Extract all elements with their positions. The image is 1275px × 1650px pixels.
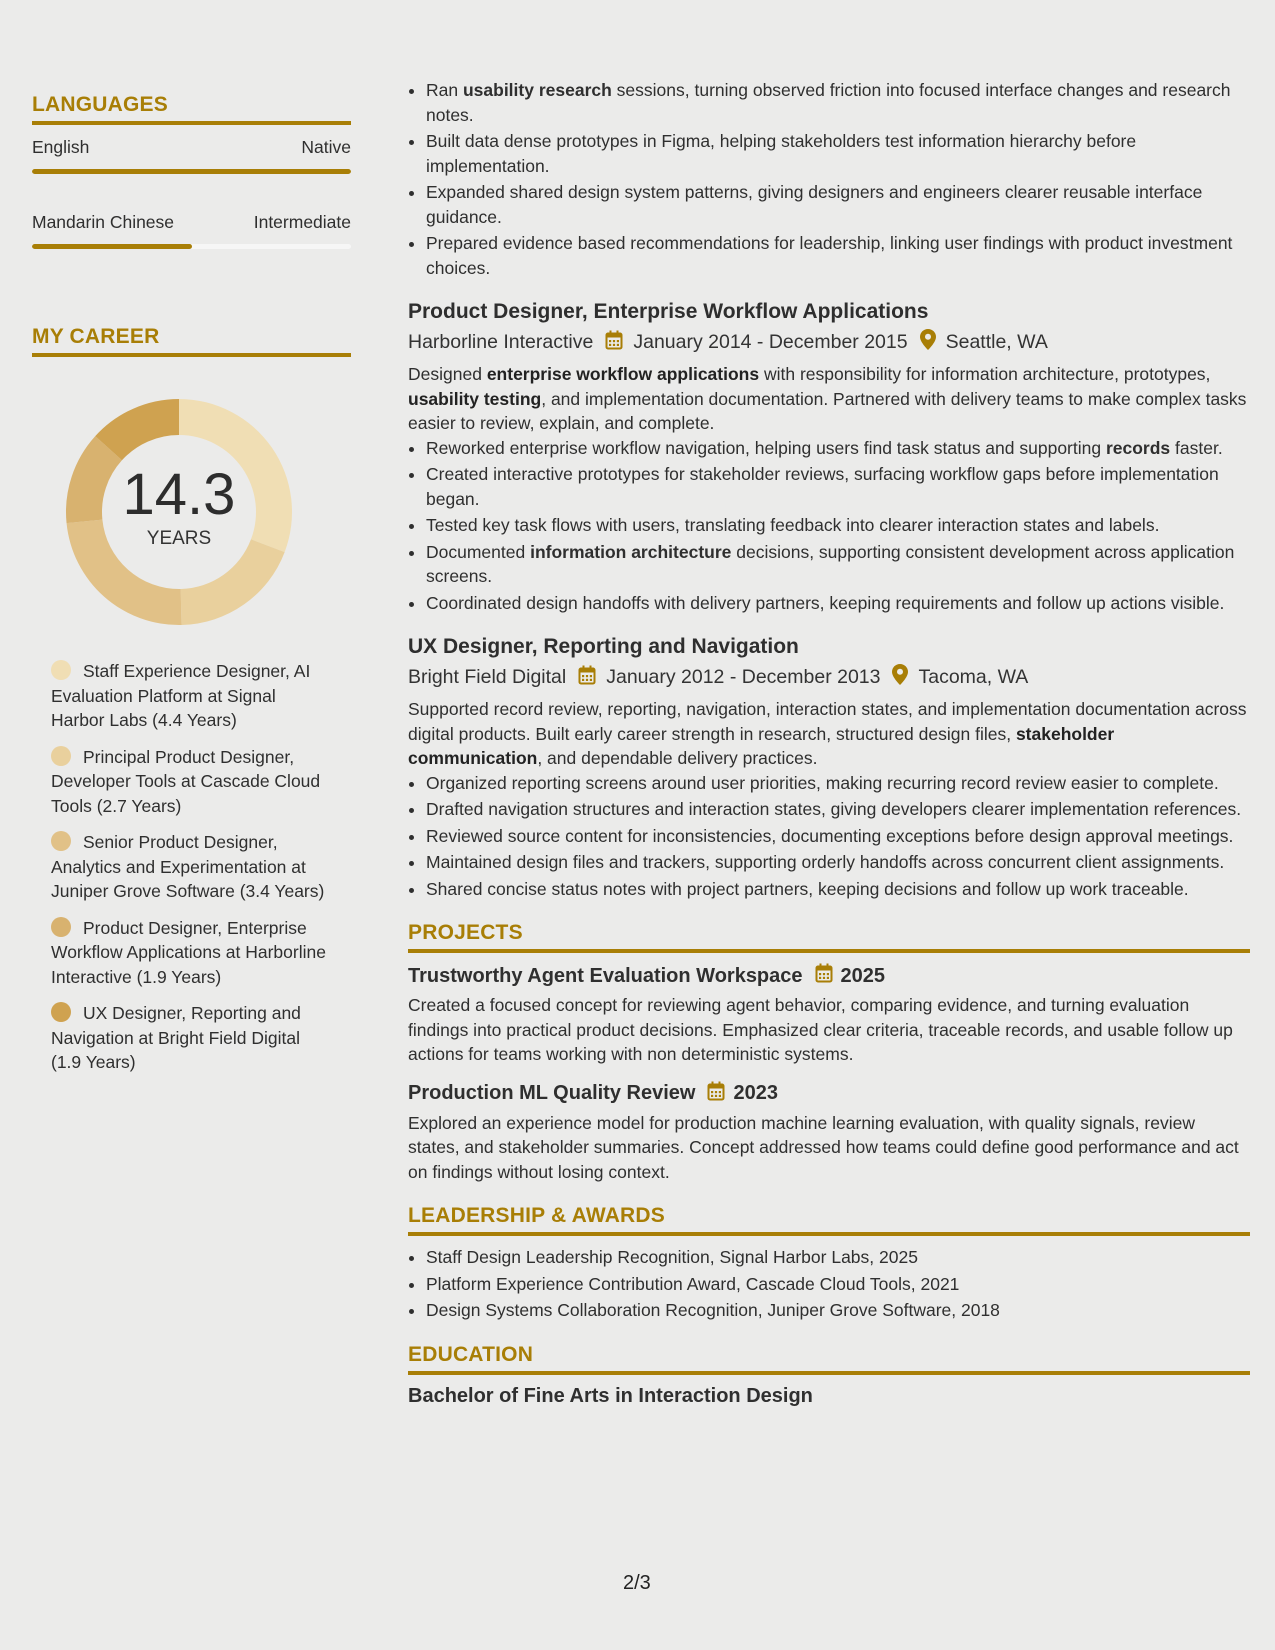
career-legend-label: Senior Product Designer, Analytics and Experimentation at Juniper Grove Software (3.4 Years) [51, 832, 325, 901]
career-legend-item [51, 830, 333, 904]
job-meta [408, 329, 1250, 356]
legend-dot [51, 746, 71, 766]
project-description: Explored an experience model for production machine learning evaluation, with quality signals, review states, and stakeholder summaries. Concept addressed how teams could define good performance and act on findings without losing context. [408, 1112, 1239, 1182]
bullet-item: • Organized reporting screens around user priorities, making recurring record review easier to complete. [426, 771, 1250, 796]
language-name: Mandarin Chinese [32, 212, 175, 232]
project-entry [408, 963, 1250, 1067]
main-content [408, 78, 1250, 1408]
bullet-item: • Ran usability research sessions, turning observed friction into focused interface changes and research notes. [426, 78, 1250, 127]
calendar-icon [605, 330, 623, 356]
language-name: English [32, 137, 90, 157]
location-pin-icon [892, 664, 908, 691]
previous-job-bullets [408, 78, 1250, 280]
job-meta [408, 664, 1250, 691]
projects-heading: PROJECTS [408, 921, 1250, 953]
projects-list [408, 963, 1250, 1184]
job-title: Product Designer, Enterprise Workflow Applications [408, 300, 929, 323]
project-title: Production ML Quality Review [408, 1082, 696, 1104]
bullet-item: • Reviewed source content for inconsistencies, documenting exceptions before design approval meetings. [426, 824, 1250, 849]
education-degree: Bachelor of Fine Arts in Interaction Design [408, 1384, 813, 1407]
project-title-row [408, 963, 1250, 989]
job-dates: January 2014 - December 2015 [633, 331, 908, 353]
language-proficiency-bar [32, 244, 351, 249]
languages-heading: LANGUAGES [32, 93, 351, 125]
job-bullets [408, 771, 1250, 902]
job-location: Tacoma, WA [918, 666, 1029, 688]
total-years-value: 14.3 [122, 462, 236, 527]
sidebar [32, 93, 351, 1087]
legend-dot [51, 660, 71, 680]
career-legend-label: UX Designer, Reporting and Navigation at Bright Field Digital (1.9 Years) [51, 1003, 301, 1072]
language-level: Intermediate [253, 212, 351, 232]
education-heading: EDUCATION [408, 1343, 1250, 1375]
career-legend-label: Principal Product Designer, Developer Tools at Cascade Cloud Tools (2.7 Years) [51, 746, 321, 816]
job-dates: January 2012 - December 2013 [606, 666, 881, 688]
page-number: 2/3 [623, 1572, 651, 1594]
project-year: 2025 [840, 964, 886, 987]
job-entry [408, 635, 1250, 901]
location-pin-icon [920, 329, 936, 356]
bullet-item: • Design Systems Collaboration Recognition, Juniper Grove Software, 2018 [426, 1298, 1250, 1323]
career-legend-item [51, 659, 333, 733]
job-company: Harborline Interactive [408, 331, 594, 353]
language-item [32, 212, 351, 249]
career-donut-chart [64, 397, 294, 627]
jobs-list [408, 300, 1250, 901]
language-proficiency-bar [32, 169, 351, 174]
legend-dot [51, 917, 71, 937]
career-legend-item [51, 1001, 333, 1075]
legend-dot [51, 831, 71, 851]
total-years-unit: YEARS [146, 528, 212, 549]
language-proficiency-fill [32, 169, 351, 174]
project-title: Trustworthy Agent Evaluation Workspace [408, 964, 803, 987]
languages-list [32, 137, 351, 249]
job-summary: Supported record review, reporting, navigation, interaction states, and implementation documentation across digital products. Built early career strength in research, structured design files, stakeholder communication, and dependable delivery practices. [408, 699, 1247, 768]
career-legend [51, 659, 333, 1075]
project-title-row [408, 1081, 1250, 1107]
bullet-item: • Staff Design Leadership Recognition, Signal Harbor Labs, 2025 [426, 1245, 1250, 1270]
bullet-item: • Maintained design files and trackers, supporting orderly handoffs across concurrent client assignments. [426, 850, 1250, 875]
bullet-item: • Built data dense prototypes in Figma, helping stakeholders test information hierarchy before implementation. [426, 129, 1250, 178]
project-year: 2023 [733, 1082, 778, 1104]
calendar-icon [815, 963, 833, 989]
job-company: Bright Field Digital [408, 666, 567, 688]
calendar-icon [578, 665, 596, 691]
awards-list [408, 1245, 1250, 1323]
career-legend-label: Product Designer, Enterprise Workflow Applications at Harborline Interactive (1.9 Years) [51, 917, 326, 987]
bullet-item: • Created interactive prototypes for stakeholder reviews, surfacing workflow gaps before implementation began. [426, 462, 1250, 511]
job-summary: Designed enterprise workflow applications with responsibility for information architecture, prototypes, usability testing, and implementation documentation. Partnered with delivery teams to make complex tasks easier to review, explain, and complete. [408, 364, 1247, 433]
job-title: UX Designer, Reporting and Navigation [408, 635, 799, 658]
project-entry [408, 1081, 1250, 1185]
career-heading: MY CAREER [32, 325, 351, 357]
bullet-item: • Tested key task flows with users, translating feedback into clearer interaction states and labels. [426, 513, 1250, 538]
career-legend-label: Staff Experience Designer, AI Evaluation Platform at Signal Harbor Labs (4.4 Years) [51, 661, 311, 730]
career-legend-item [51, 916, 333, 990]
bullet-item: • Documented information architecture decisions, supporting consistent development across application screens. [426, 540, 1250, 589]
bullet-item: • Coordinated design handoffs with delivery partners, keeping requirements and follow up actions visible. [426, 591, 1250, 616]
bullet-item: • Reworked enterprise workflow navigation, helping users find task status and supporting records faster. [426, 436, 1250, 461]
career-section [32, 325, 351, 1075]
bullet-item: • Drafted navigation structures and interaction states, giving developers clearer implementation references. [426, 797, 1250, 822]
job-location: Seattle, WA [945, 331, 1048, 353]
job-entry [408, 300, 1250, 615]
bullet-item: • Platform Experience Contribution Award, Cascade Cloud Tools, 2021 [426, 1272, 1250, 1297]
language-item [32, 137, 351, 174]
legend-dot [51, 1002, 71, 1022]
language-row [32, 212, 351, 233]
bullet-item: • Shared concise status notes with project partners, keeping decisions and follow up work traceable. [426, 877, 1250, 902]
bullet-item: • Expanded shared design system patterns, giving designers and engineers clearer reusable interface guidance. [426, 180, 1250, 229]
language-row [32, 137, 351, 158]
calendar-icon [707, 1081, 725, 1107]
language-level: Native [301, 137, 351, 157]
job-bullets [408, 436, 1250, 616]
career-legend-item [51, 745, 333, 819]
bullet-item: • Prepared evidence based recommendations for leadership, linking user findings with product investment choices. [426, 231, 1250, 280]
awards-heading: LEADERSHIP & AWARDS [408, 1204, 1250, 1236]
donut-center [64, 397, 294, 627]
project-description: Created a focused concept for reviewing agent behavior, comparing evidence, and turning evaluation findings into practical product decisions. Emphasized clear criteria, traceable records, and usable follow up actions for teams working with non deterministic systems. [408, 995, 1233, 1064]
language-proficiency-fill [32, 244, 192, 249]
